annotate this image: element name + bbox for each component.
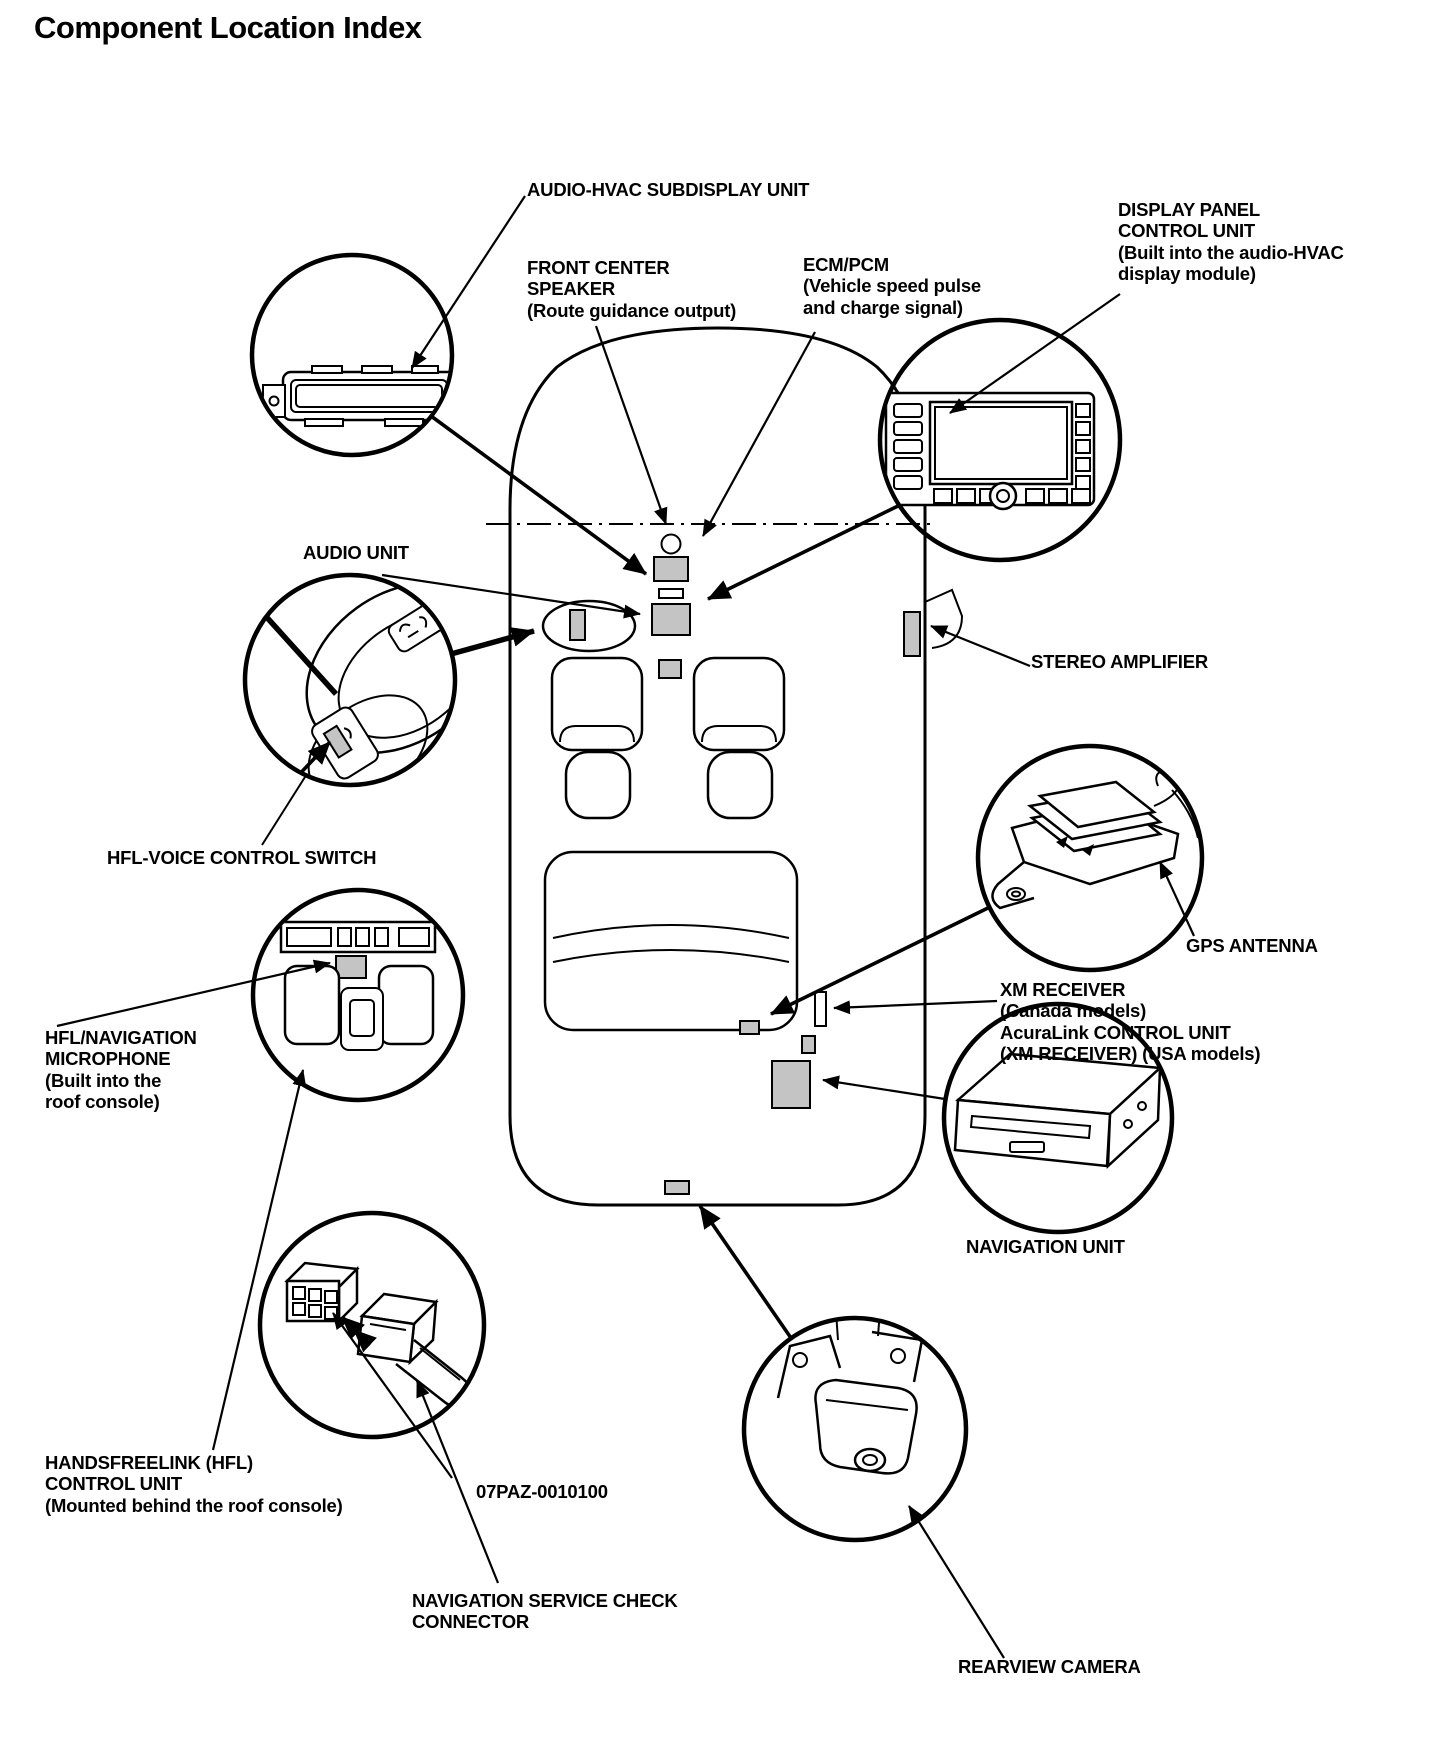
label-line: ECM/PCM	[803, 254, 889, 275]
label-gps-antenna	[1186, 935, 1318, 956]
label-line: CONTROL UNIT	[1118, 220, 1256, 242]
arrow-camera-circle-to-car	[700, 1206, 791, 1338]
car-component-markers	[543, 535, 920, 1195]
hfl-switch-marker	[570, 610, 585, 640]
acuralink-unit-marker	[740, 1021, 759, 1034]
label-rearview-camera	[958, 1656, 1141, 1677]
arrow-stereo-amplifier	[931, 626, 1030, 666]
arrow-handsfreelink-label	[213, 1070, 303, 1450]
leader-hfl-voice-switch	[262, 777, 305, 845]
label-line: NAVIGATION UNIT	[966, 1236, 1125, 1257]
label-line: MICROPHONE	[45, 1048, 171, 1070]
arrow-rearview-camera-label	[909, 1506, 1004, 1658]
label-line: (Built into the	[45, 1069, 162, 1091]
label-line: DISPLAY PANEL	[1118, 199, 1261, 220]
arrow-subdisplay-to-car	[431, 416, 646, 574]
right-side-mirror	[925, 590, 962, 648]
label-audio-hvac-subdisplay-unit	[527, 179, 809, 200]
label-line: GPS ANTENNA	[1186, 935, 1318, 956]
label-display-panel-control-unit	[1118, 199, 1344, 285]
arrow-subdisplay-label	[412, 196, 525, 368]
label-stereo-amplifier	[1031, 651, 1208, 672]
label-line: HFL-VOICE CONTROL SWITCH	[107, 847, 377, 868]
subdisplay-marker	[654, 557, 688, 581]
label-line: and charge signal)	[803, 296, 963, 318]
front-center-speaker-marker	[662, 535, 681, 554]
nav-small-marker	[802, 1036, 815, 1053]
label-line: REARVIEW CAMERA	[958, 1656, 1141, 1677]
label-line: roof console)	[45, 1091, 160, 1113]
label-line: SPEAKER	[527, 278, 616, 300]
label-line: XM RECEIVER	[1000, 979, 1126, 1000]
arrow-xm-receiver	[834, 1001, 997, 1008]
label-audio-unit	[303, 542, 409, 563]
arrow-ecm-pcm	[703, 332, 815, 536]
label-line: CONNECTOR	[412, 1611, 530, 1633]
label-line: NAVIGATION SERVICE CHECK	[412, 1590, 678, 1611]
microphone-detail	[336, 956, 366, 978]
arrow-front-center-speaker	[596, 326, 666, 524]
car-interior-seats	[545, 658, 797, 1030]
label-line: HANDSFREELINK (HFL)	[45, 1452, 253, 1473]
stereo-amplifier-marker	[904, 612, 920, 656]
arrow-gps-antenna-label	[1160, 862, 1194, 936]
label-hfl-navigation-microphone	[45, 1027, 197, 1113]
page-title: Component Location Index	[34, 10, 422, 45]
label-front-center-speaker	[527, 257, 736, 321]
label-ecm-pcm	[803, 254, 981, 318]
label-line: AcuraLink CONTROL UNIT	[1000, 1021, 1231, 1043]
detail-circle-roof-console	[253, 890, 463, 1100]
detail-circle-service-connector	[260, 1213, 484, 1437]
xm-receiver-marker	[815, 992, 826, 1026]
microphone-marker	[659, 660, 681, 678]
label-line: (Vehicle speed pulse	[803, 275, 981, 297]
label-line: CONTROL UNIT	[45, 1473, 183, 1495]
navigation-unit-marker	[772, 1061, 810, 1108]
label-xm-receiver-acuralink	[1000, 979, 1260, 1065]
label-handsfreelink-control-unit	[45, 1452, 343, 1516]
arrow-nav-circle-to-car	[823, 1080, 945, 1099]
label-line: (XM RECEIVER) (USA models)	[1000, 1043, 1261, 1065]
label-line: (Built into the audio-HVAC	[1118, 241, 1344, 263]
arrow-display-circle-to-car	[708, 506, 898, 599]
label-navigation-service-check-connector	[412, 1590, 678, 1633]
detail-circle-display-panel	[880, 320, 1120, 560]
label-line: HFL/NAVIGATION	[45, 1027, 197, 1048]
label-hfl-voice-control-switch	[107, 847, 376, 868]
label-line: display module)	[1118, 263, 1256, 285]
label-navigation-unit	[966, 1236, 1125, 1257]
display-panel-marker	[659, 589, 683, 598]
label-line: AUDIO-HVAC SUBDISPLAY UNIT	[527, 179, 810, 200]
arrow-gps-circle-to-car	[771, 907, 990, 1014]
label-line: 07PAZ-0010100	[476, 1481, 608, 1502]
audio-unit-marker	[652, 604, 690, 635]
label-line: (Mounted behind the roof console)	[45, 1494, 343, 1516]
label-line: FRONT CENTER	[527, 257, 670, 278]
label-line: STEREO AMPLIFIER	[1031, 651, 1209, 672]
steering-wheel-location	[543, 601, 635, 651]
detail-circle-rearview-camera	[744, 1310, 966, 1540]
label-line: AUDIO UNIT	[303, 542, 409, 563]
detail-circle-gps-antenna	[978, 746, 1202, 970]
label-line: (Canada models)	[1000, 1000, 1147, 1022]
arrow-steering-to-car	[451, 631, 534, 654]
label-line: (Route guidance output)	[527, 299, 737, 321]
detail-circle-subdisplay	[252, 255, 455, 455]
label-service-connector-part-number	[476, 1481, 608, 1502]
rearview-camera-marker	[665, 1181, 689, 1194]
